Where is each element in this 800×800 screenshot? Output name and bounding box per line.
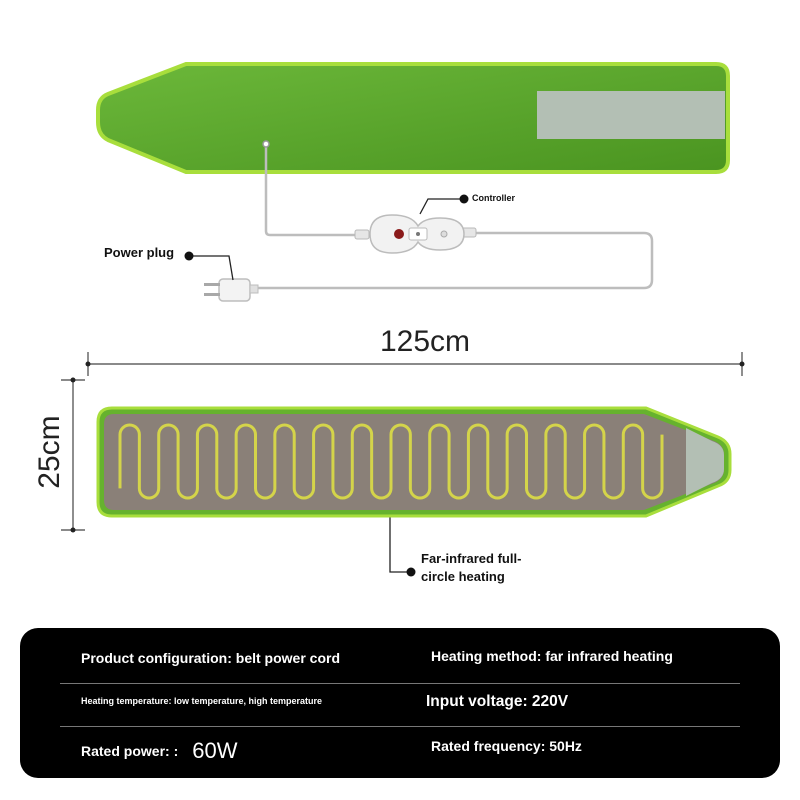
spec-rated-frequency: Rated frequency: 50Hz — [431, 738, 582, 754]
controller-label: Controller — [472, 193, 516, 203]
belt-inner-view — [98, 408, 730, 516]
power-plug-icon — [204, 279, 258, 301]
controller-callout-dot — [460, 195, 469, 204]
spec-rated-power-label: Rated power: : — [81, 743, 179, 759]
heating-callout-dot — [407, 568, 416, 577]
heating-label-line2: circle heating — [421, 569, 505, 584]
power-plug-label: Power plug — [104, 245, 175, 260]
power-led-icon — [394, 229, 404, 239]
spec-rated-power-value: 60W — [192, 738, 238, 763]
spec-divider — [60, 726, 740, 727]
heating-label-line1: Far-infrared full- — [421, 551, 522, 566]
length-label: 125cm — [380, 325, 471, 358]
controller — [355, 215, 476, 253]
spec-product-configuration: Product configuration: belt power cord — [81, 650, 340, 666]
velcro-patch — [537, 91, 725, 139]
spec-heating-temperature: Heating temperature: low temperature, high temperature — [81, 696, 323, 706]
spec-rated-power — [81, 736, 237, 762]
specs-panel — [20, 628, 780, 778]
spec-input-voltage: Input voltage: 220V — [426, 693, 569, 710]
width-label: 25cm — [33, 415, 66, 489]
plug-callout-dot — [185, 252, 194, 261]
belt-top-view — [98, 64, 728, 172]
spec-divider — [60, 683, 740, 684]
spec-heating-method: Heating method: far infrared heating — [431, 648, 673, 664]
